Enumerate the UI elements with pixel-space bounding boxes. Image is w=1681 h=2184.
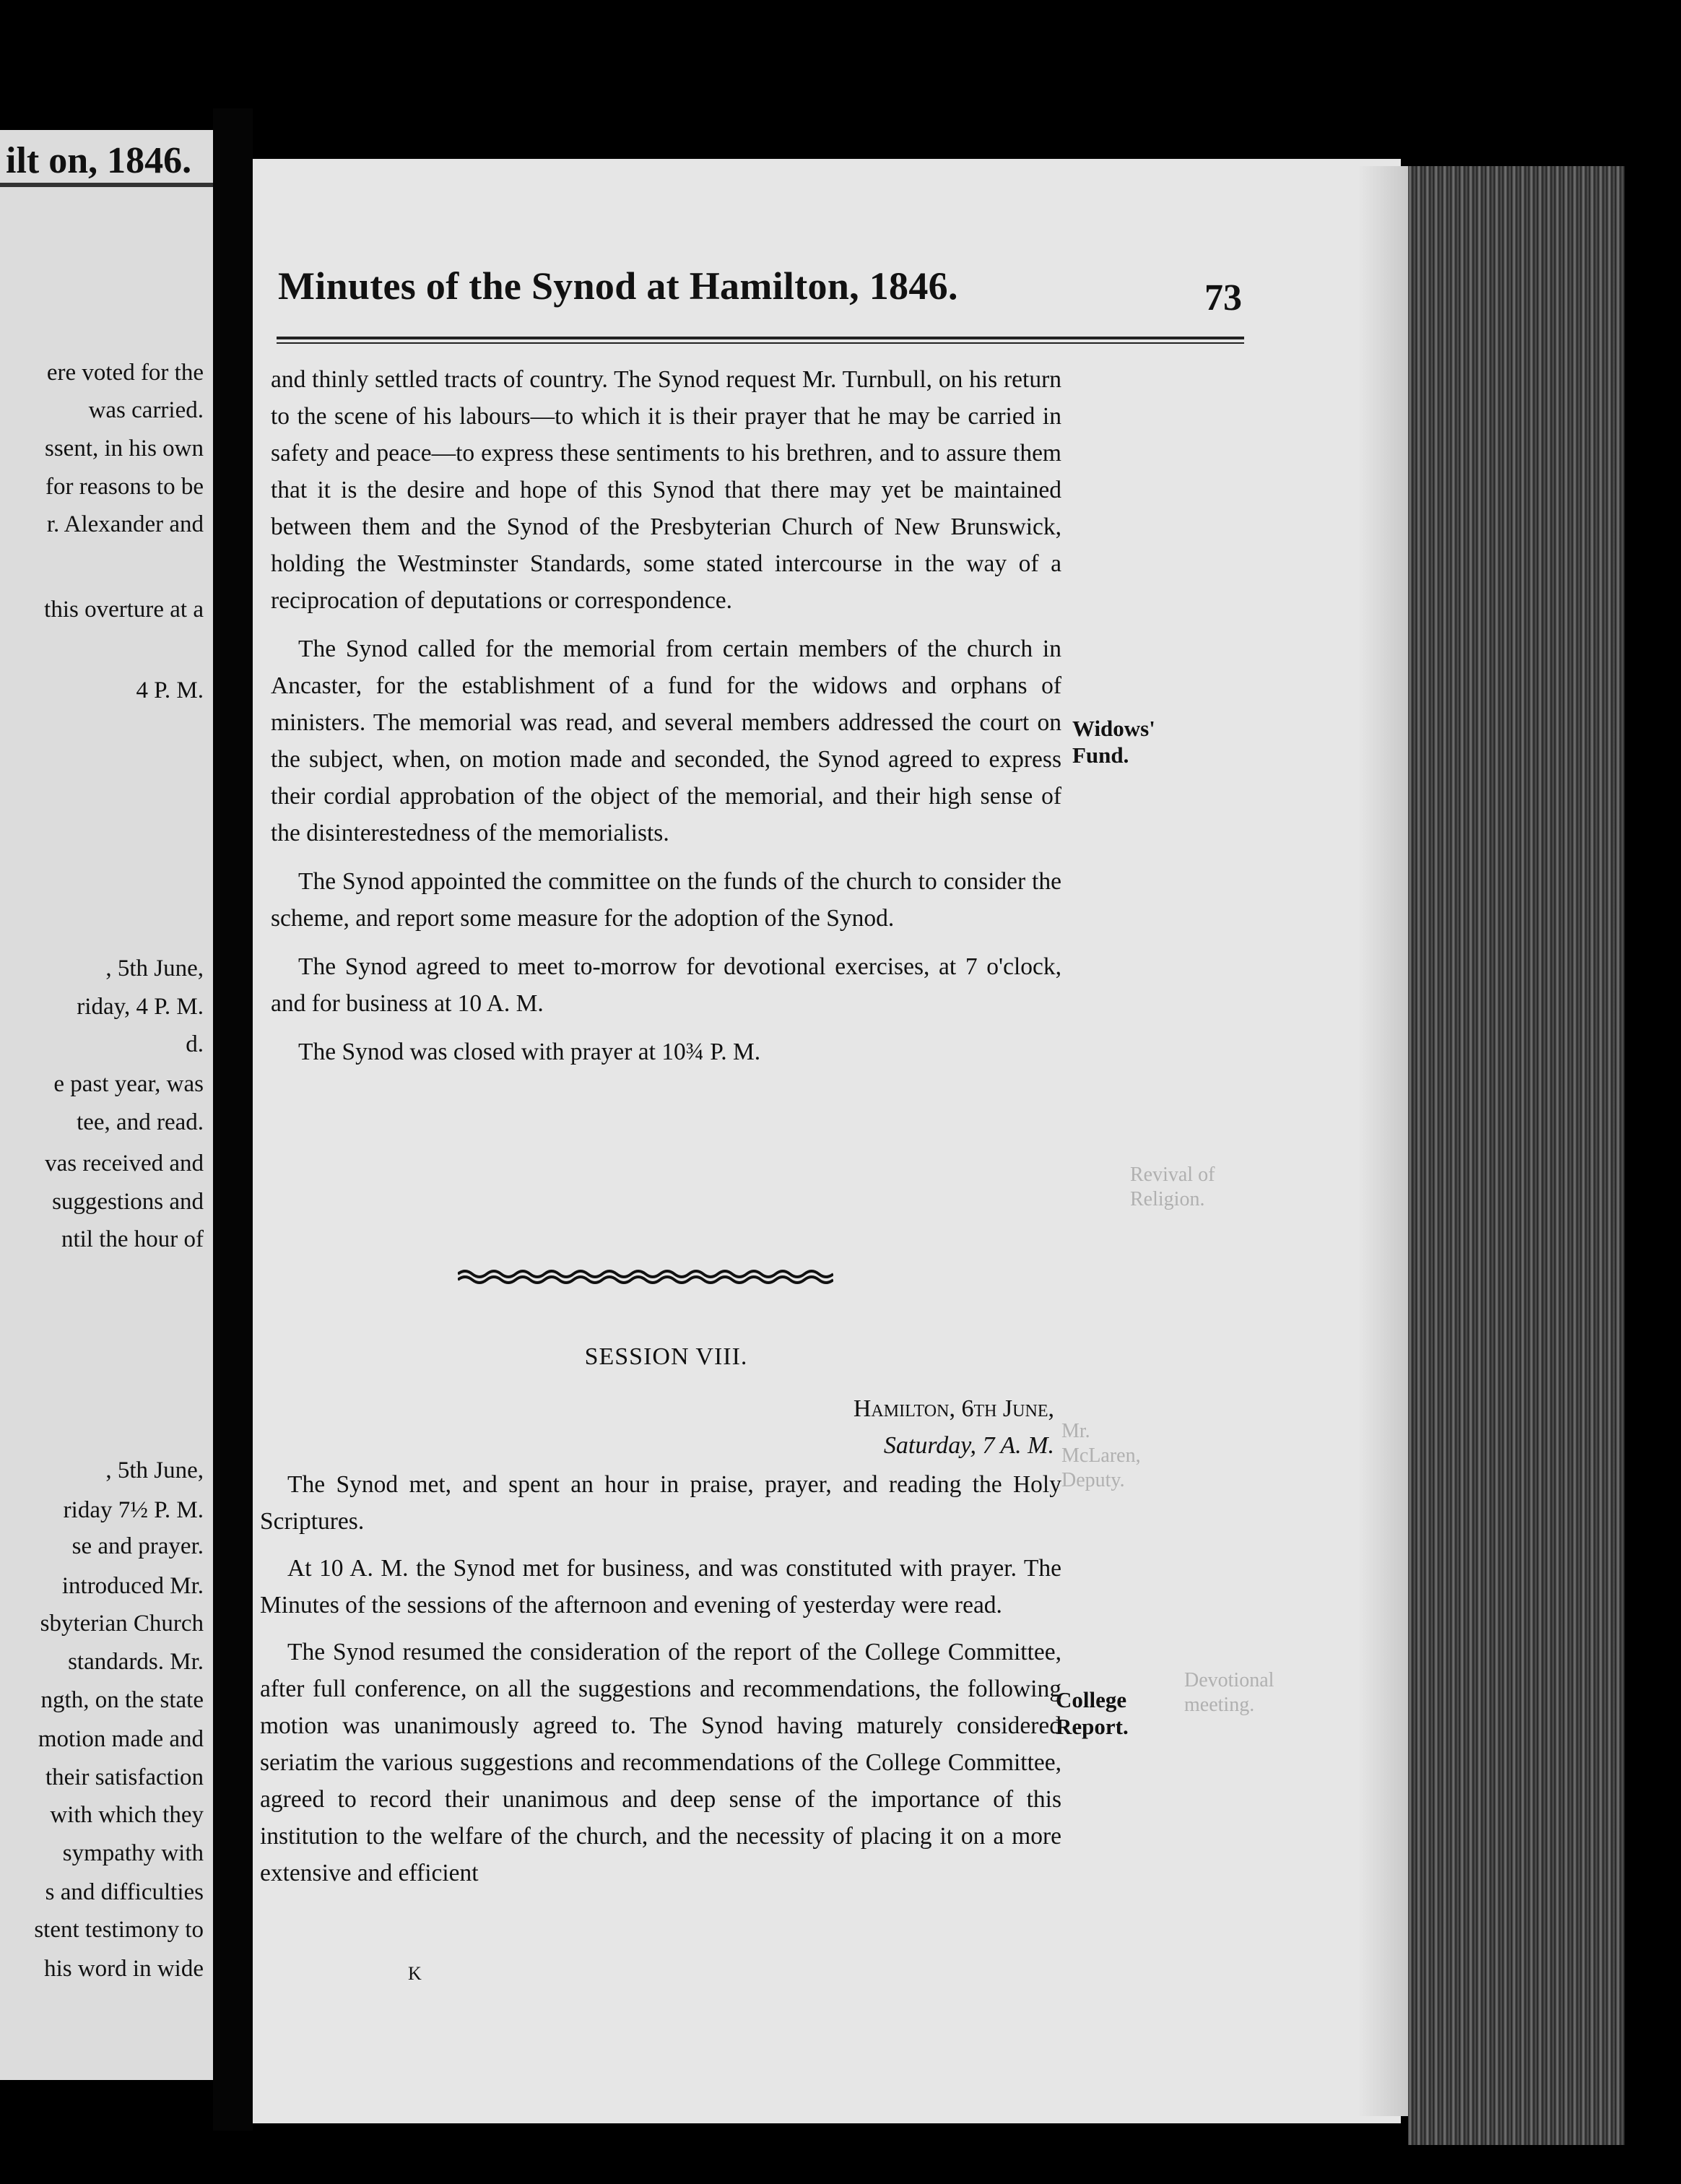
signature-mark: K <box>408 1963 422 1984</box>
left-page-line: ere voted for the <box>46 360 204 386</box>
paragraph-8: The Synod resumed the consideration of the report of the College Committee, after full conference, on all the suggestions and recommendations, the following motion was unanimously agreed to. The Synod having maturely considered seriatim the various suggestions and recommendations of the College Committee, agreed to record their unanimous and deep sense of the importance of this institution to the welfare of the church, and the necessity of placing it on a more extensive and efficient <box>260 1639 1061 1886</box>
running-head: Minutes of the Synod at Hamilton, 1846. <box>278 264 958 308</box>
book-gutter <box>213 108 253 2131</box>
paragraph-4: The Synod agreed to meet to-morrow for devotional exercises, at 7 o'clock, and for business at 10 A. M. <box>271 953 1061 1017</box>
left-page-line: for reasons to be <box>45 474 204 500</box>
paragraph-5: The Synod was closed with prayer at 10¾ P. M. <box>298 1039 761 1065</box>
left-page-header: ilt on, 1846. <box>6 140 192 181</box>
left-page-line: e past year, was <box>53 1071 204 1097</box>
left-page-line: with which they <box>50 1802 204 1828</box>
left-page-rule <box>0 183 213 187</box>
left-page-line: riday 7½ P. M. <box>63 1497 204 1523</box>
left-page-line: this overture at a <box>44 597 204 623</box>
left-page-line: s and difficulties <box>45 1879 204 1905</box>
left-page-line: 4 P. M. <box>136 677 204 703</box>
paragraph-6: The Synod met, and spent an hour in praise, prayer, and reading the Holy Scriptures. <box>260 1471 1061 1535</box>
left-page-line: ngth, on the state <box>40 1687 204 1713</box>
left-page-line: sympathy with <box>62 1840 204 1866</box>
left-page-line: , 5th June, <box>105 1457 204 1483</box>
paragraph-3: The Synod appointed the committee on the funds of the church to consider the scheme, and report some measure for the adoption of the Synod. <box>271 868 1061 932</box>
book-page-edges <box>1408 166 1625 2145</box>
left-page-line: their satisfaction <box>45 1764 204 1790</box>
sidenote-college-report: College Report. <box>1056 1687 1129 1739</box>
left-page-line: his word in wide <box>44 1956 204 1982</box>
main-text-upper <box>271 361 1061 1082</box>
left-page-line: d. <box>186 1031 204 1057</box>
left-page-line: stent testimony to <box>34 1917 204 1943</box>
header-rule-thick <box>277 337 1244 339</box>
left-page-line: , 5th June, <box>105 956 204 982</box>
session-heading: SESSION VIII. <box>584 1343 748 1370</box>
session-place: Hamilton, 6th June, <box>853 1395 1054 1422</box>
bleed-through-revival: Revival of Religion. <box>1130 1164 1215 1210</box>
paragraph-2: The Synod called for the memorial from certain members of the church in Ancaster, for the establishment of a fund for the widows and orphans of ministers. The memorial was read, and several members addressed the court on the subject, when, on motion made and seconded, the Synod agreed to express their cordial approbation of the object of the memorial, and their high sense of the disinterestedness of the memorialists. <box>271 636 1061 846</box>
left-page-line: riday, 4 P. M. <box>77 994 204 1020</box>
bleed-through-devotional: Devotional meeting. <box>1184 1669 1274 1716</box>
left-page-line: ntil the hour of <box>61 1226 204 1252</box>
left-page-line: introduced Mr. <box>61 1573 204 1599</box>
header-rule-thin <box>277 342 1244 344</box>
left-page-line: ssent, in his own <box>44 436 204 462</box>
left-page-line: was carried. <box>88 397 204 423</box>
left-page-line: standards. Mr. <box>68 1649 204 1675</box>
bleed-through-mclaren: Mr. McLaren, Deputy. <box>1061 1420 1141 1491</box>
page-number: 73 <box>1204 277 1242 318</box>
left-page-line: sbyterian Church <box>40 1611 204 1637</box>
left-page-line: se and prayer. <box>71 1533 204 1559</box>
paragraph-7: At 10 A. M. the Synod met for business, and was constituted with prayer. The Minutes of the sessions of the afternoon and evening of yesterday were read. <box>260 1555 1061 1618</box>
main-text-lower <box>260 1466 1061 1902</box>
page-curl-shadow <box>1358 166 1408 2116</box>
session-place-date <box>592 1390 1054 1464</box>
left-page-line: motion made and <box>38 1726 204 1752</box>
sidenote-widows-fund: Widows' Fund. <box>1072 716 1155 768</box>
paragraph-1: and thinly settled tracts of country. The Synod request Mr. Turnbull, on his return to the scene of his labours—to which it is their prayer that he may be carried in safety and peace—to express these sentiments to his brethren, and to assure them that it is the desire and hope of this Synod that there may yet be maintained between them and the Synod of the Presbyterian Church of New Brunswick, holding the Westminster Standards, some stated intercourse in the way of a reciprocation of deputations or correspondence. <box>271 366 1061 614</box>
ornamental-wavy-rule <box>458 1265 833 1287</box>
left-page-line: tee, and read. <box>77 1109 204 1135</box>
left-page-line: suggestions and <box>52 1189 204 1215</box>
session-time: Saturday, 7 A. M. <box>883 1432 1054 1459</box>
left-page-line: vas received and <box>45 1150 204 1176</box>
left-page-line: r. Alexander and <box>46 511 204 537</box>
